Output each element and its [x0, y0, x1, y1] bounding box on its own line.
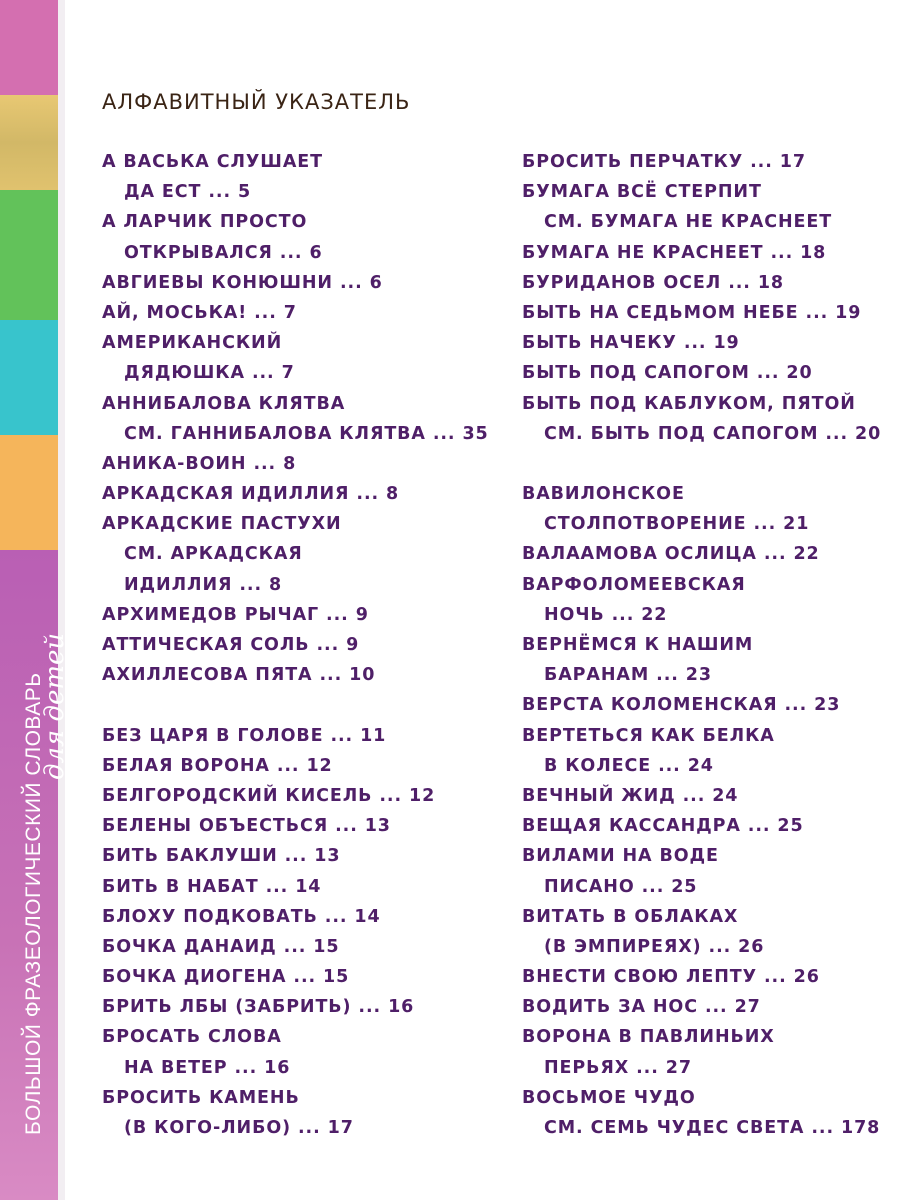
index-entry: БЕЛАЯ ВОРОНА ... 12	[102, 755, 333, 776]
edge-band-pink	[0, 0, 58, 95]
index-entry: БЕЗ ЦАРЯ В ГОЛОВЕ ... 11	[102, 725, 387, 746]
index-entry: ВОРОНА В ПАВЛИНЬИХ	[522, 1027, 775, 1048]
index-entry: АРКАДСКИЕ ПАСТУХИ	[102, 514, 342, 535]
index-entry: А ЛАРЧИК ПРОСТО	[102, 212, 308, 233]
index-entry: ВНЕСТИ СВОЮ ЛЕПТУ ... 26	[522, 967, 820, 988]
index-entry-continuation: СМ. БУМАГА НЕ КРАСНЕЕТ	[544, 212, 833, 233]
section-title: АЛФАВИТНЫЙ УКАЗАТЕЛЬ	[102, 90, 411, 114]
index-entry: БУМАГА ВСЁ СТЕРПИТ	[522, 182, 762, 203]
index-entry: ВЕРСТА КОЛОМЕНСКАЯ ... 23	[522, 695, 841, 716]
index-entry: ВЕРНЁМСЯ К НАШИМ	[522, 635, 754, 655]
index-entry: АННИБАЛОВА КЛЯТВА	[102, 393, 346, 414]
index-entry-continuation: ИДИЛЛИЯ ... 8	[124, 574, 283, 595]
letter-group-gap	[522, 449, 900, 479]
index-entry: АМЕРИКАНСКИЙ	[102, 333, 283, 354]
index-entry: ВАВИЛОНСКОЕ	[522, 484, 685, 505]
index-entry: ВОСЬМОЕ ЧУДО	[522, 1087, 696, 1108]
index-entry-continuation: СМ. АРКАДСКАЯ	[124, 544, 303, 565]
index-entry: ВИЛАМИ НА ВОДЕ	[522, 846, 719, 867]
index-entry: БЫТЬ ПОД КАБЛУКОМ, ПЯТОЙ	[522, 393, 856, 414]
index-entry-continuation: ПИСАНО ... 25	[544, 876, 698, 897]
index-entry-continuation: В КОЛЕСЕ ... 24	[544, 755, 714, 776]
index-entry: БОЧКА ДИОГЕНА ... 15	[102, 967, 350, 988]
letter-group-gap	[102, 690, 482, 720]
index-column-left	[102, 147, 489, 1143]
index-column-right	[522, 147, 900, 1143]
index-entry: БЕЛГОРОДСКИЙ КИСЕЛЬ ... 12	[102, 785, 436, 806]
spine-title: БОЛЬШОЙ ФРАЗЕОЛОГИЧЕСКИЙ СЛОВАРЬ	[22, 672, 45, 1135]
index-entry: АТТИЧЕСКАЯ СОЛЬ ... 9	[102, 635, 360, 655]
index-entry: БРОСИТЬ КАМЕНЬ	[102, 1087, 300, 1108]
index-entry: БРОСАТЬ СЛОВА	[102, 1027, 282, 1048]
index-entry-continuation: ОТКРЫВАЛСЯ ... 6	[124, 242, 323, 263]
index-entry-continuation: БАРАНАМ ... 23	[544, 665, 712, 686]
index-entry: БУМАГА НЕ КРАСНЕЕТ ... 18	[522, 242, 827, 263]
index-entry: БЫТЬ НА СЕДЬМОМ НЕБЕ ... 19	[522, 302, 862, 323]
index-entry: БРОСИТЬ ПЕРЧАТКУ ... 17	[522, 152, 806, 172]
index-entry: БЕЛЕНЫ ОБЪЕСТЬСЯ ... 13	[102, 816, 391, 837]
index-entry: АВГИЕВЫ КОНЮШНИ ... 6	[102, 272, 383, 293]
index-entry: БИТЬ В НАБАТ ... 14	[102, 876, 322, 897]
index-entry: АХИЛЛЕСОВА ПЯТА ... 10	[102, 665, 376, 686]
edge-band-orange	[0, 435, 58, 550]
index-entry: БУРИДАНОВ ОСЕЛ ... 18	[522, 272, 784, 293]
index-entry: АНИКА-ВОИН ... 8	[102, 453, 297, 474]
edge-band-gold	[0, 95, 58, 190]
index-entry: АЙ, МОСЬКА! ... 7	[102, 302, 297, 323]
index-entry-continuation: НОЧЬ ... 22	[544, 604, 668, 625]
index-entry: БЛОХУ ПОДКОВАТЬ ... 14	[102, 906, 381, 927]
index-entry: ВОДИТЬ ЗА НОС ... 27	[522, 997, 761, 1018]
index-entry: БЫТЬ НАЧЕКУ ... 19	[522, 333, 740, 354]
index-entry: БРИТЬ ЛБЫ (ЗАБРИТЬ) ... 16	[102, 997, 415, 1018]
index-entry: А ВАСЬКА СЛУШАЕТ	[102, 152, 323, 172]
index-entry-continuation: НА ВЕТЕР ... 16	[124, 1057, 291, 1078]
spine-separator	[58, 0, 65, 1200]
index-entry-continuation: СМ. ГАННИБАЛОВА КЛЯТВА ... 35	[124, 423, 489, 444]
index-entry: ВЕЧНЫЙ ЖИД ... 24	[522, 785, 739, 806]
index-entry-continuation: ДЯДЮШКА ... 7	[124, 363, 295, 384]
index-entry-continuation: ПЕРЬЯХ ... 27	[544, 1057, 692, 1078]
index-entry-continuation: СТОЛПОТВОРЕНИЕ ... 21	[544, 514, 810, 535]
index-entry-continuation: ДА ЕСТ ... 5	[124, 182, 252, 203]
index-entry: ВИТАТЬ В ОБЛАКАХ	[522, 906, 739, 927]
index-entry: АРКАДСКАЯ ИДИЛЛИЯ ... 8	[102, 484, 400, 505]
index-entry: АРХИМЕДОВ РЫЧАГ ... 9	[102, 604, 369, 625]
index-entry-continuation: СМ. БЫТЬ ПОД САПОГОМ ... 20	[544, 423, 882, 444]
index-entry: БОЧКА ДАНАИД ... 15	[102, 936, 340, 957]
index-entry-continuation: (В ЭМПИРЕЯХ) ... 26	[544, 936, 765, 957]
index-entry-continuation: (В КОГО-ЛИБО) ... 17	[124, 1118, 354, 1138]
index-entry-continuation: СМ. СЕМЬ ЧУДЕС СВЕТА ... 178	[544, 1118, 881, 1138]
index-entry: ВАРФОЛОМЕЕВСКАЯ	[522, 574, 746, 595]
edge-band-green	[0, 190, 58, 320]
spine-subtitle: для детей	[40, 632, 70, 780]
index-entry: ВАЛААМОВА ОСЛИЦА ... 22	[522, 544, 820, 565]
edge-band-cyan	[0, 320, 58, 435]
index-entry: ВЕРТЕТЬСЯ КАК БЕЛКА	[522, 725, 775, 746]
index-entry: БИТЬ БАКЛУШИ ... 13	[102, 846, 341, 867]
index-entry: ВЕЩАЯ КАССАНДРА ... 25	[522, 816, 804, 837]
index-entry: БЫТЬ ПОД САПОГОМ ... 20	[522, 363, 813, 384]
